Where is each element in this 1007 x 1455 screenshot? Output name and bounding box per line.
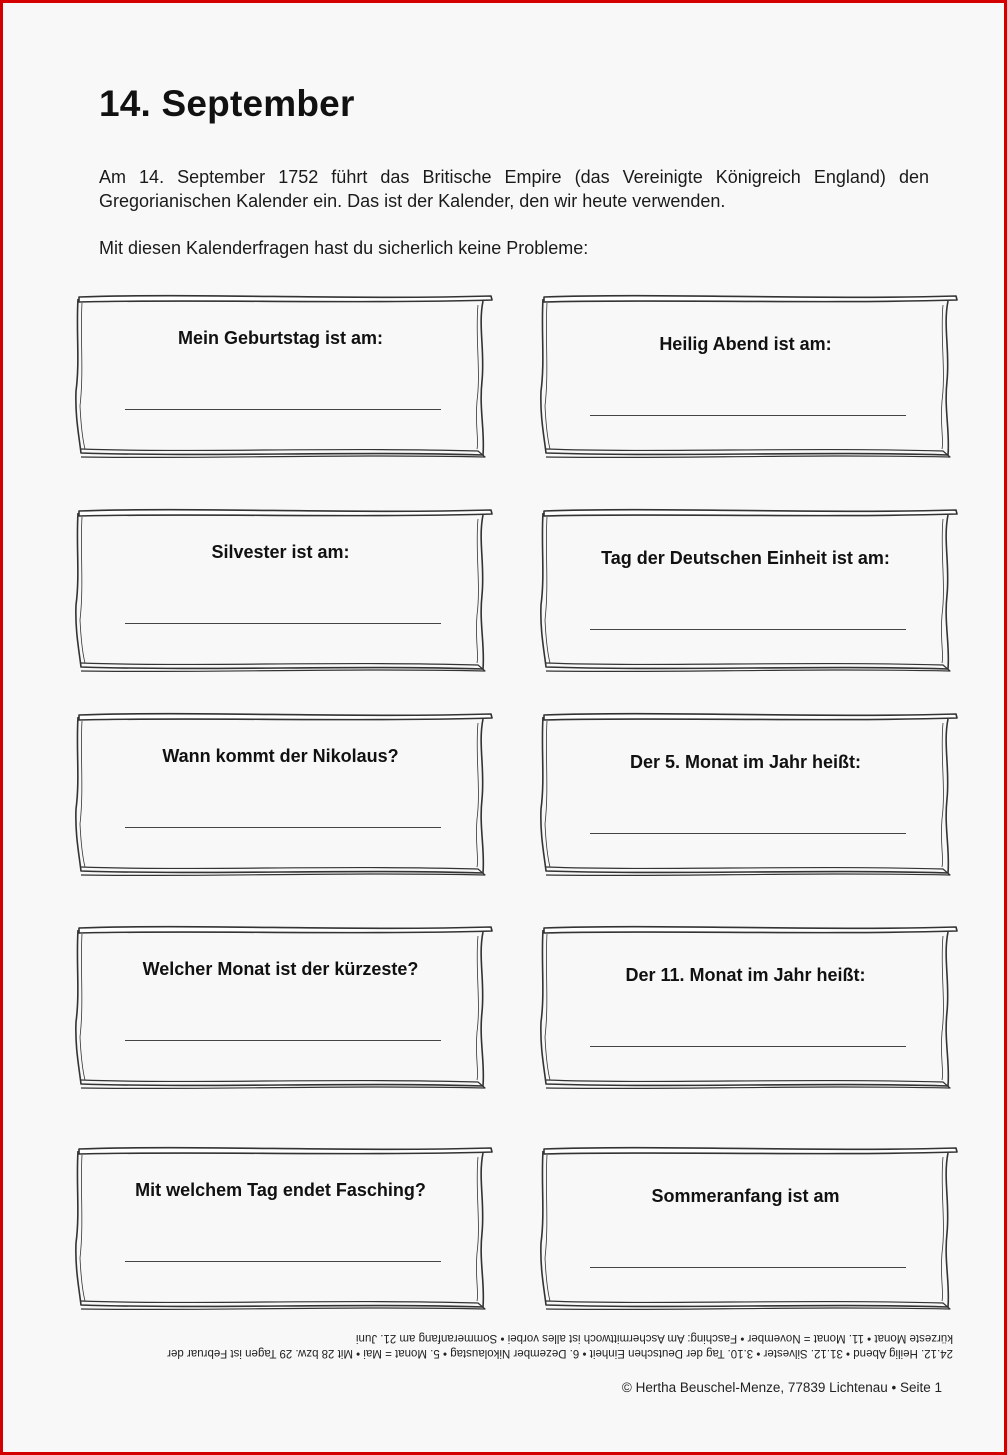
card-frame [538,291,960,459]
frame-stroke-2 [80,1155,85,1301]
card-frame [538,709,960,877]
frame-stroke-3 [476,723,478,867]
question-card [73,505,493,675]
card-frame [73,1143,495,1311]
intro-paragraph: Am 14. September 1752 führt das Britische Empire (das Vereinigte Königreich England) den Gregorianischen Kalender ein. Das ist der Kalender, den wir heute verwenden. [99,167,929,211]
frame-stroke-1 [76,930,484,1086]
card-frame [73,709,495,877]
frame-stroke-0 [544,510,957,516]
frame-stroke-3 [476,305,478,449]
frame-stroke-1 [541,717,949,873]
frame-stroke-2 [545,517,550,663]
frame-stroke-2 [545,721,550,867]
question-label: Silvester ist am: [211,542,350,562]
frame-stroke-1 [76,717,484,873]
question-card [73,291,493,461]
frame-stroke-1 [76,513,484,669]
frame-stroke-1 [76,299,484,455]
frame-stroke-1 [541,513,949,669]
instruction-text: Mit diesen Kalenderfragen hast du sicherlich keine Probleme: [99,238,589,258]
frame-stroke-2 [545,934,550,1080]
card-frame [73,291,495,459]
question-label: Heilig Abend ist am: [659,334,832,354]
card-frame [538,1143,960,1311]
answer-line[interactable] [125,827,441,828]
question-label: Mit welchem Tag endet Fasching? [135,1180,426,1200]
card-frame [538,505,960,673]
frame-stroke-0 [544,927,957,933]
question-label: Wann kommt der Nikolaus? [162,746,399,766]
frame-stroke-2 [545,1155,550,1301]
question-card [538,1143,958,1313]
answer-line[interactable] [590,833,906,834]
frame-stroke-1 [541,930,949,1086]
frame-stroke-3 [941,936,943,1080]
frame-stroke-2 [80,303,85,449]
frame-stroke-2 [80,721,85,867]
frame-stroke-3 [476,519,478,663]
frame-stroke-2 [80,934,85,1080]
question-card [73,709,493,879]
frame-stroke-1 [76,1151,484,1307]
question-card [73,922,493,1092]
answer-line[interactable] [125,623,441,624]
question-card [538,709,958,879]
answer-line[interactable] [590,415,906,416]
frame-stroke-0 [544,714,957,720]
question-card [538,291,958,461]
page-title: 14. September [99,83,355,124]
question-label: Tag der Deutschen Einheit ist am: [601,548,890,568]
question-label: Der 5. Monat im Jahr heißt: [629,752,862,772]
frame-stroke-2 [545,303,550,449]
frame-stroke-1 [541,1151,949,1307]
answer-key-upside-down: 24.12. Heilig Abend • 31.12. Silvester • 3.10. Tag der Deutschen Einheit • 6. Dezember Nikolaustag • 5. Monat = Mai • Mit 28 bzw. 29 Tagen ist Februar der kürzeste Monat • 11. Monat = November • Fasching: Am Aschermittwoch ist alles vorbei • Sommeranfang am 21. Juni [167,1332,953,1359]
answer-line[interactable] [590,1267,906,1268]
question-card [73,1143,493,1313]
answer-line[interactable] [125,409,441,410]
card-frame [538,922,960,1090]
frame-stroke-3 [941,519,943,663]
frame-stroke-0 [79,296,492,302]
question-label: Mein Geburtstag ist am: [177,328,384,348]
frame-stroke-0 [79,714,492,720]
answer-line[interactable] [125,1040,441,1041]
frame-stroke-1 [541,299,949,455]
card-frame [73,922,495,1090]
question-label: Welcher Monat ist der kürzeste? [142,959,419,979]
question-card [538,922,958,1092]
frame-stroke-3 [941,723,943,867]
frame-stroke-0 [544,296,957,302]
question-label: Der 11. Monat im Jahr heißt: [625,965,866,985]
frame-stroke-0 [544,1148,957,1154]
card-frame [73,505,495,673]
copyright-footer: © Hertha Beuschel-Menze, 77839 Lichtenau • Seite 1 [621,1380,942,1395]
frame-stroke-3 [941,1157,943,1301]
frame-stroke-3 [476,936,478,1080]
frame-stroke-0 [79,510,492,516]
answer-line[interactable] [590,629,906,630]
question-card [538,505,958,675]
answer-line[interactable] [125,1261,441,1262]
frame-stroke-3 [476,1157,478,1301]
frame-stroke-3 [941,305,943,449]
frame-stroke-0 [79,927,492,933]
answer-line[interactable] [590,1046,906,1047]
frame-stroke-2 [80,517,85,663]
frame-stroke-0 [79,1148,492,1154]
question-label: Sommeranfang ist am [651,1186,840,1206]
